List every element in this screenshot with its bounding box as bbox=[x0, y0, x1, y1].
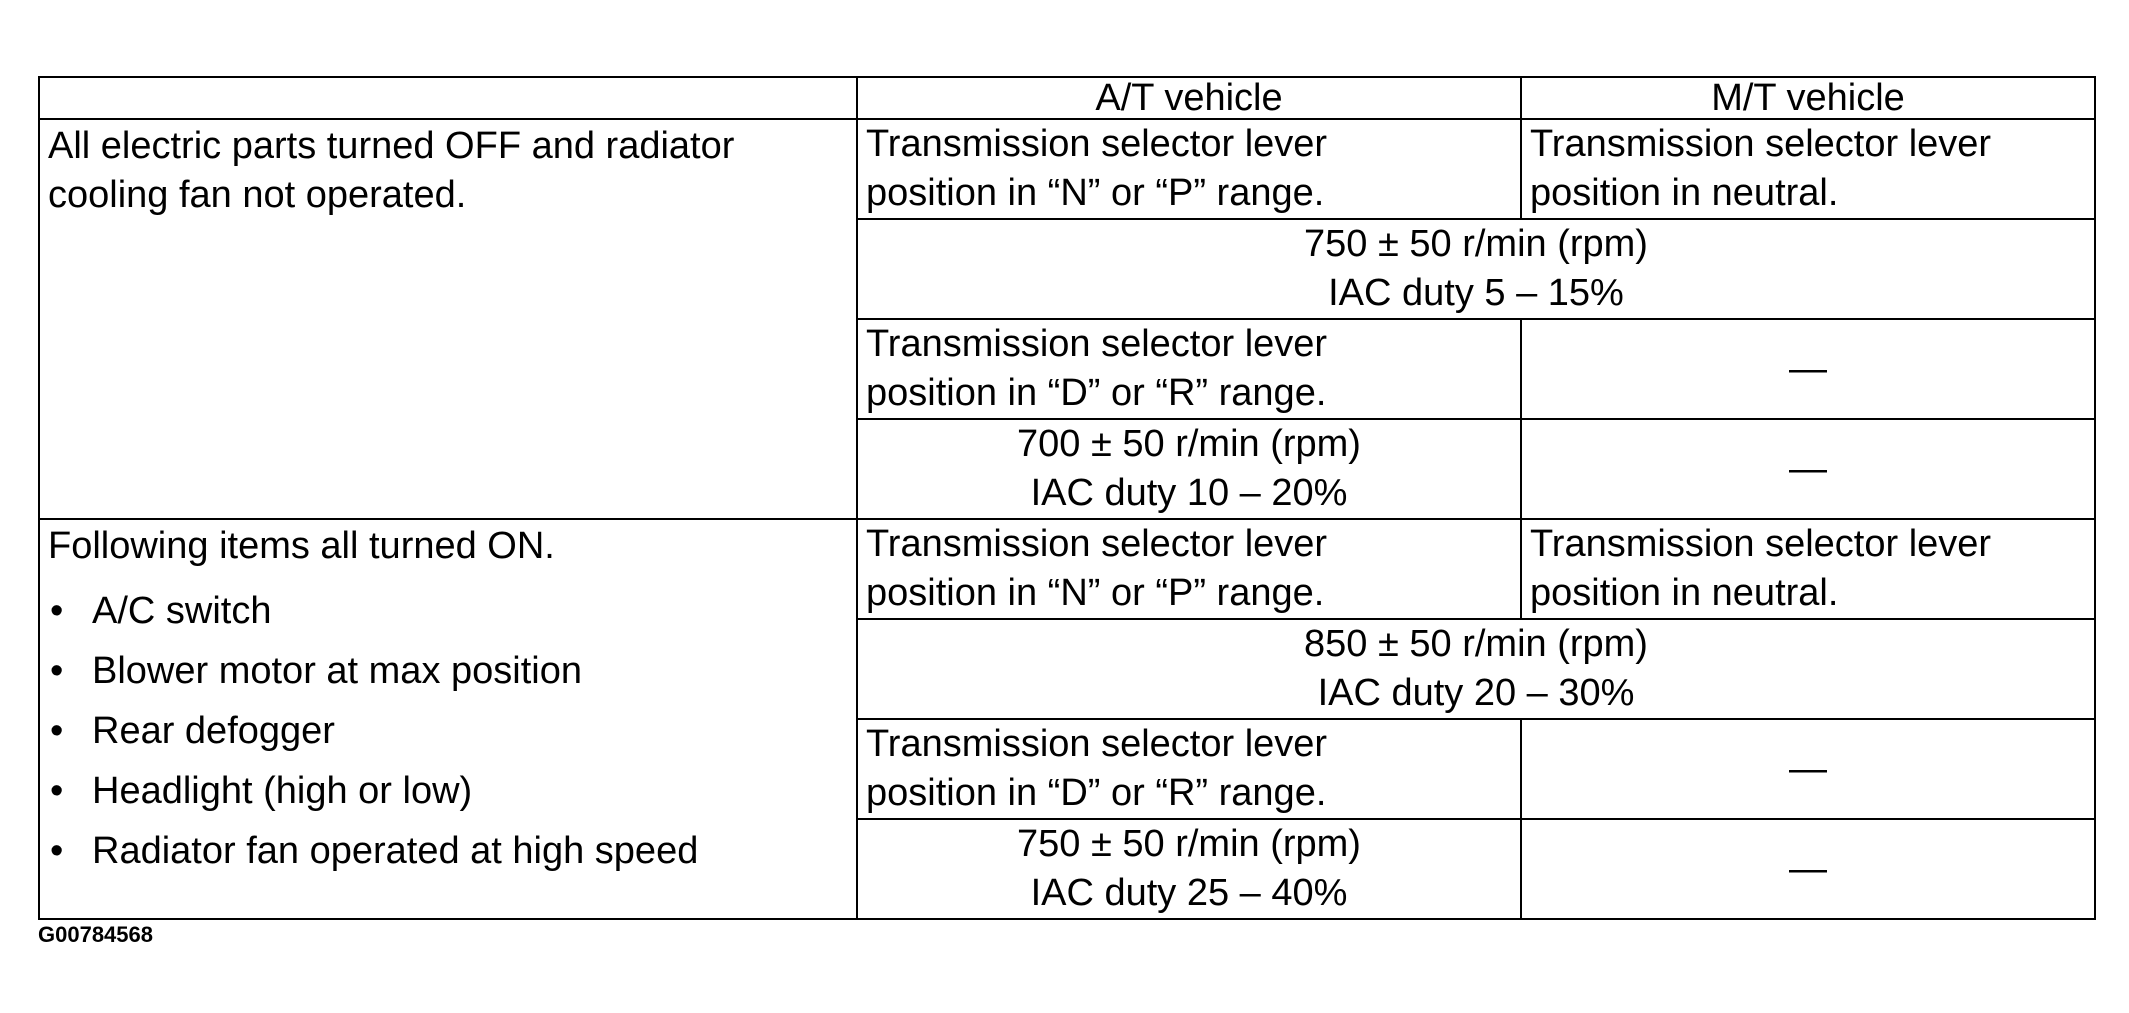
group2-mt-dr-spec-dash: — bbox=[1789, 847, 1827, 890]
group1-np-row bbox=[39, 119, 2095, 219]
header-mt-vehicle: M/T vehicle bbox=[1521, 77, 2095, 119]
group2-mt-dr-cell bbox=[1521, 719, 2095, 819]
group2-mt-neutral-line: Transmission selector lever bbox=[1530, 523, 1992, 565]
group2-at-dr-cell bbox=[857, 719, 1521, 819]
group2-mt-neutral-cell bbox=[1521, 519, 2095, 619]
group1-mt-neutral-line: position in neutral. bbox=[1530, 172, 1839, 214]
group1-at-np-line: position in “N” or “P” range. bbox=[866, 172, 1325, 214]
group2-item-list bbox=[48, 581, 848, 881]
bullet-icon: • bbox=[50, 650, 64, 692]
group1-at-np-cell bbox=[857, 119, 1521, 219]
group2-dr-iac-duty: IAC duty 25 – 40% bbox=[1030, 872, 1348, 914]
group1-mt-dr-spec-dash: — bbox=[1789, 447, 1827, 490]
group1-mt-neutral-cell bbox=[1521, 119, 2095, 219]
group1-condition-line: All electric parts turned OFF and radiator bbox=[48, 125, 735, 167]
group1-mt-dr-spec-cell bbox=[1521, 419, 2095, 519]
group2-at-np-cell bbox=[857, 519, 1521, 619]
header-blank-cell bbox=[39, 77, 857, 119]
group2-at-np-line: Transmission selector lever bbox=[866, 523, 1328, 565]
bullet-icon: • bbox=[50, 710, 64, 752]
group2-condition-cell bbox=[39, 519, 857, 919]
list-item: • Blower motor at max position bbox=[48, 641, 848, 701]
group2-np-iac-duty: IAC duty 20 – 30% bbox=[1317, 672, 1635, 714]
group1-np-iac-duty: IAC duty 5 – 15% bbox=[1328, 272, 1624, 314]
group2-mt-dr-dash: — bbox=[1789, 747, 1827, 790]
list-item: • Radiator fan operated at high speed bbox=[48, 821, 848, 881]
group1-at-dr-cell bbox=[857, 319, 1521, 419]
bullet-icon: • bbox=[50, 830, 64, 872]
group2-np-row bbox=[39, 519, 2095, 619]
bullet-icon: • bbox=[50, 770, 64, 812]
group2-heading: Following items all turned ON. bbox=[48, 525, 555, 567]
header-at-vehicle: A/T vehicle bbox=[857, 77, 1521, 119]
group1-condition-line: cooling fan not operated. bbox=[48, 174, 467, 216]
group2-np-speed: 850 ± 50 r/min (rpm) bbox=[1304, 623, 1648, 665]
group1-condition-cell bbox=[39, 119, 857, 519]
group1-at-dr-line: position in “D” or “R” range. bbox=[866, 372, 1327, 414]
group1-at-dr-line: Transmission selector lever bbox=[866, 323, 1328, 365]
group2-at-dr-line: position in “D” or “R” range. bbox=[866, 772, 1327, 814]
list-item: • Rear defogger bbox=[48, 701, 848, 761]
bullet-icon: • bbox=[50, 590, 64, 632]
group1-dr-iac-duty: IAC duty 10 – 20% bbox=[1030, 472, 1348, 514]
group1-mt-dr-dash: — bbox=[1789, 347, 1827, 390]
group2-np-spec-cell bbox=[857, 619, 2095, 719]
list-item: • Headlight (high or low) bbox=[48, 761, 848, 821]
group1-np-spec-cell bbox=[857, 219, 2095, 319]
group2-mt-dr-spec-cell bbox=[1521, 819, 2095, 919]
figure-id-label: G00784568 bbox=[38, 922, 153, 947]
group2-at-dr-line: Transmission selector lever bbox=[866, 723, 1328, 765]
group1-at-np-line: Transmission selector lever bbox=[866, 123, 1328, 165]
group1-mt-neutral-line: Transmission selector lever bbox=[1530, 123, 1992, 165]
group1-dr-speed: 700 ± 50 r/min (rpm) bbox=[1017, 423, 1361, 465]
group1-np-speed: 750 ± 50 r/min (rpm) bbox=[1304, 223, 1648, 265]
group1-mt-dr-cell bbox=[1521, 319, 2095, 419]
group2-dr-speed: 750 ± 50 r/min (rpm) bbox=[1017, 823, 1361, 865]
group2-dr-spec-cell bbox=[857, 819, 1521, 919]
list-item: • A/C switch bbox=[48, 581, 848, 641]
header-row bbox=[39, 77, 2095, 119]
idle-speed-spec-table bbox=[38, 76, 2096, 920]
group2-mt-neutral-line: position in neutral. bbox=[1530, 572, 1839, 614]
group1-dr-spec-cell bbox=[857, 419, 1521, 519]
group2-at-np-line: position in “N” or “P” range. bbox=[866, 572, 1325, 614]
